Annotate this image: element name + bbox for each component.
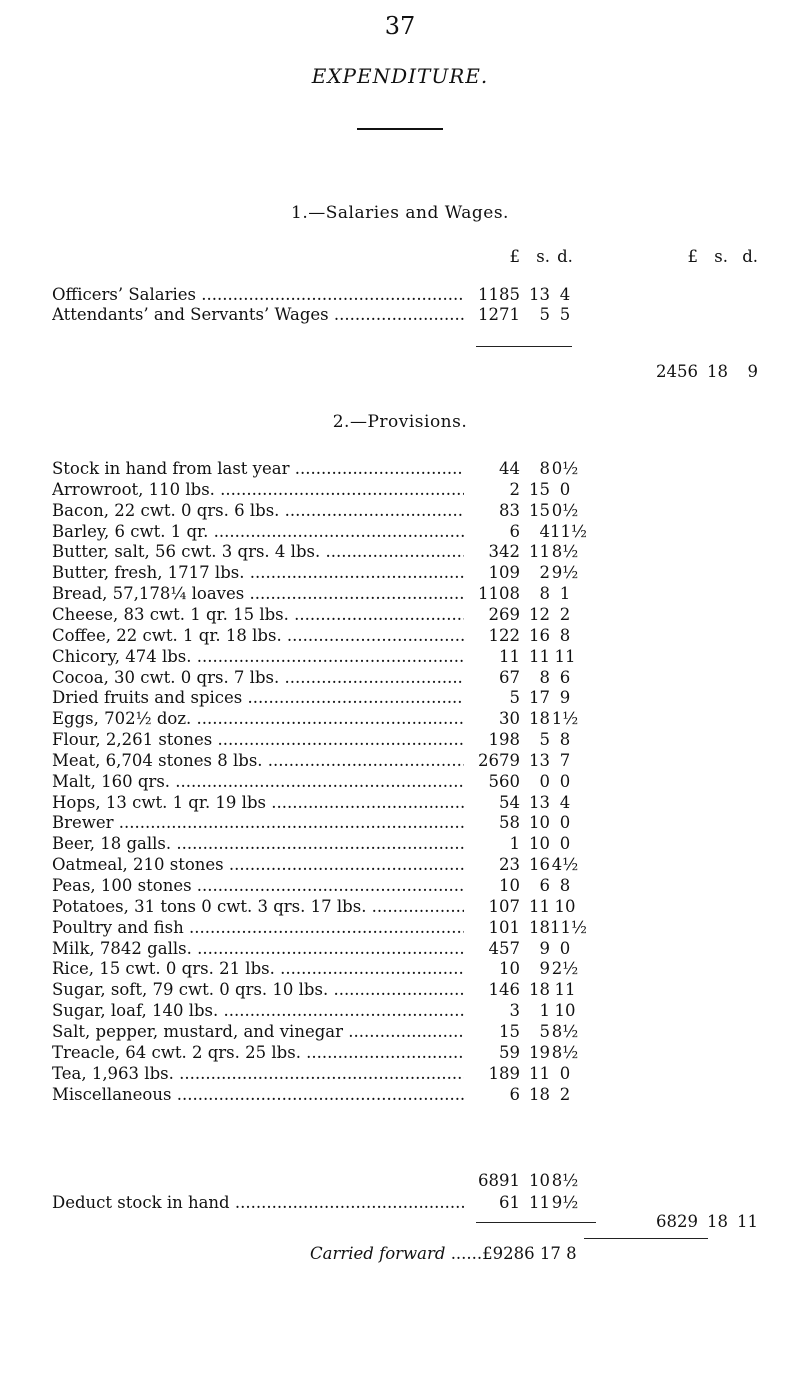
table-row — [52, 793, 800, 813]
row-pounds: 146 — [488, 980, 520, 1000]
row-label: Flour, 2,261 stones ..... — [52, 730, 464, 750]
carried-forward-label: Carried forward — [310, 1244, 446, 1263]
table-row — [52, 918, 800, 938]
row-pence: 1½ — [551, 709, 579, 729]
row-pence: 11 — [554, 980, 576, 1000]
table-row — [52, 939, 800, 959]
row-pounds: 23 — [499, 855, 520, 875]
table-row — [52, 668, 800, 688]
row-shillings: 11 — [529, 646, 550, 666]
row-pence: 9 — [559, 688, 571, 708]
row-shillings: 11 — [529, 896, 550, 916]
row-pounds: 2 — [509, 479, 520, 499]
row-shillings: 19 — [529, 1042, 550, 1062]
row-label: Cocoa, 30 cwt. 0 qrs. 7 lbs. ..... — [52, 668, 464, 688]
row-shillings: 11 — [529, 1063, 550, 1083]
row-pounds: 198 — [488, 730, 520, 750]
row-shillings: 4 — [539, 521, 550, 541]
table-row — [52, 285, 800, 305]
row-label: Stock in hand from last year ..... — [52, 459, 464, 479]
row-pounds: 44 — [499, 459, 520, 478]
row-pence: 11 — [554, 646, 576, 666]
row-pence: 0 — [559, 813, 571, 833]
subtotal-shillings: 10 — [529, 1171, 550, 1190]
row-shillings: 13 — [529, 750, 550, 770]
row-shillings: 12 — [529, 604, 550, 624]
table-row — [52, 1001, 800, 1021]
row-shillings: 10 — [529, 813, 550, 833]
carried-forward-dots: ...... — [450, 1244, 483, 1263]
row-pence: 8½ — [551, 542, 579, 562]
row-pence: 6 — [559, 667, 571, 687]
column-headers — [52, 247, 800, 267]
row-shillings: 18 — [529, 1084, 550, 1104]
row-shillings: 17 — [529, 688, 550, 708]
table-row — [52, 501, 800, 521]
row-shillings: 5 — [539, 305, 550, 324]
row-label: Bread, 57,178¼ loaves ..... — [52, 584, 464, 604]
row-pence: 4½ — [551, 855, 579, 875]
row-label: Attendants’ and Servants’ Wages ..... — [52, 305, 464, 325]
section1-total-shillings: 18 — [707, 362, 728, 381]
header-pence: d. — [557, 247, 573, 266]
row-pence: 11½ — [550, 521, 587, 541]
table-row — [52, 751, 800, 771]
row-shillings: 16 — [529, 625, 550, 645]
row-label: Barley, 6 cwt. 1 qr. ..... — [52, 522, 464, 542]
row-shillings: 1 — [539, 1001, 550, 1021]
table-row — [52, 855, 800, 875]
row-pounds: 30 — [499, 709, 520, 729]
table-row — [52, 542, 800, 562]
row-label: Brewer ..... — [52, 813, 464, 833]
row-shillings: 15 — [529, 500, 550, 520]
row-pounds: 3 — [509, 1001, 520, 1021]
table-row — [52, 834, 800, 854]
row-shillings: 8 — [539, 459, 550, 478]
row-label: Treacle, 64 cwt. 2 qrs. 25 lbs. ..... — [52, 1043, 464, 1063]
row-label: Hops, 13 cwt. 1 qr. 19 lbs ..... — [52, 793, 464, 813]
row-pence: 0 — [559, 771, 571, 791]
table-row — [52, 709, 800, 729]
row-shillings: 11 — [529, 542, 550, 562]
row-pounds: 457 — [488, 938, 520, 958]
row-pounds: 54 — [499, 792, 520, 812]
row-pence: 7 — [559, 750, 571, 770]
table-row — [52, 605, 800, 625]
row-shillings: 13 — [529, 285, 550, 304]
row-pence: 8½ — [551, 1021, 579, 1041]
row-shillings: 0 — [539, 771, 550, 791]
row-shillings: 13 — [529, 792, 550, 812]
row-label: Butter, salt, 56 cwt. 3 qrs. 4 lbs. ..... — [52, 542, 464, 562]
row-pence: 2 — [559, 604, 571, 624]
carried-forward-amount: £9286 17 8 — [482, 1244, 577, 1263]
row-pence: 0½ — [551, 459, 579, 478]
row-label: Dried fruits and spices ..... — [52, 688, 464, 708]
section1-total-pounds: 2456 — [656, 362, 698, 381]
row-label: Salt, pepper, mustard, and vinegar ..... — [52, 1022, 464, 1042]
row-pounds: 59 — [499, 1042, 520, 1062]
row-pence: 8½ — [551, 1042, 579, 1062]
subtotal-pounds: 6891 — [478, 1171, 520, 1190]
row-pounds: 83 — [499, 500, 520, 520]
deduct-label: Deduct stock in hand ..... — [52, 1193, 464, 1213]
row-shillings: 10 — [529, 834, 550, 854]
row-shillings: 5 — [539, 1021, 550, 1041]
row-label: Coffee, 22 cwt. 1 qr. 18 lbs. ..... — [52, 626, 464, 646]
table-row — [52, 647, 800, 667]
carried-forward-row — [310, 1244, 730, 1263]
carried-forward-rule — [584, 1238, 708, 1239]
row-pence: 0 — [559, 1063, 571, 1083]
row-shillings: 5 — [539, 730, 550, 750]
table-row — [52, 626, 800, 646]
row-label: Arrowroot, 110 lbs. ..... — [52, 480, 464, 500]
subtotal-pence: 8½ — [551, 1171, 579, 1190]
title-divider — [357, 128, 443, 130]
row-label: Beer, 18 galls. ..... — [52, 834, 464, 854]
provisions-subtotal-row — [52, 1171, 800, 1191]
row-label: Meat, 6,704 stones 8 lbs. ..... — [52, 751, 464, 771]
row-pounds: 342 — [488, 542, 520, 562]
table-row — [52, 563, 800, 583]
row-pounds: 107 — [488, 896, 520, 916]
row-pence: 4 — [559, 285, 571, 304]
row-label: Poultry and fish ..... — [52, 918, 464, 938]
row-label: Miscellaneous ..... — [52, 1085, 464, 1105]
row-label: Eggs, 702½ doz. ..... — [52, 709, 464, 729]
header-pounds: £ — [509, 247, 520, 266]
row-label: Potatoes, 31 tons 0 cwt. 3 qrs. 17 lbs. ..... — [52, 897, 464, 917]
header-total-shillings: s. — [714, 247, 728, 266]
row-pounds: 1271 — [478, 305, 520, 324]
table-row — [52, 897, 800, 917]
row-shillings: 18 — [529, 980, 550, 1000]
page-title: EXPENDITURE. — [311, 64, 489, 88]
table-row — [52, 959, 800, 979]
row-pence: 10 — [554, 896, 576, 916]
row-pounds: 2679 — [478, 750, 520, 770]
row-pounds: 560 — [488, 771, 520, 791]
row-pence: 2½ — [551, 959, 579, 979]
deduct-pence: 9½ — [551, 1193, 579, 1212]
provisions-total-row — [52, 1212, 800, 1232]
table-row — [52, 730, 800, 750]
row-pence: 4 — [559, 792, 571, 812]
table-row — [52, 876, 800, 896]
table-row — [52, 1043, 800, 1063]
row-shillings: 8 — [539, 584, 550, 604]
row-pence: 0 — [559, 938, 571, 958]
row-pence: 0 — [559, 834, 571, 854]
row-shillings: 2 — [539, 563, 550, 583]
table-row — [52, 305, 800, 325]
row-pounds: 1185 — [478, 285, 520, 304]
table-row — [52, 1022, 800, 1042]
table-row — [52, 480, 800, 500]
table-row — [52, 1064, 800, 1084]
table-row — [52, 584, 800, 604]
row-pence: 2 — [559, 1084, 571, 1104]
row-pence: 1 — [559, 584, 571, 604]
row-pounds: 189 — [488, 1063, 520, 1083]
table-row — [52, 772, 800, 792]
provisions-total-pence: 11 — [737, 1212, 758, 1231]
row-pence: 0 — [559, 479, 571, 499]
deduct-pounds: 61 — [499, 1193, 520, 1212]
row-shillings: 9 — [539, 938, 550, 958]
row-label: Butter, fresh, 1717 lbs. ..... — [52, 563, 464, 583]
row-shillings: 18 — [529, 917, 550, 937]
header-shillings: s. — [536, 247, 550, 266]
row-label: Sugar, loaf, 140 lbs. ..... — [52, 1001, 464, 1021]
row-pence: 9½ — [551, 563, 579, 583]
provisions-total-shillings: 18 — [707, 1212, 728, 1231]
row-label: Cheese, 83 cwt. 1 qr. 15 lbs. ..... — [52, 605, 464, 625]
row-shillings: 8 — [539, 667, 550, 687]
page-number: 37 — [384, 12, 416, 40]
header-total-pence: d. — [742, 247, 758, 266]
row-pounds: 67 — [499, 667, 520, 687]
row-pounds: 122 — [488, 625, 520, 645]
row-label: Officers’ Salaries ..... — [52, 285, 464, 305]
row-pounds: 10 — [499, 876, 520, 895]
row-pence: 8 — [559, 730, 571, 750]
row-label: Peas, 100 stones ..... — [52, 876, 464, 896]
section1-total-row — [52, 362, 800, 382]
row-label: Bacon, 22 cwt. 0 qrs. 6 lbs. ..... — [52, 501, 464, 521]
row-pounds: 15 — [499, 1021, 520, 1041]
row-pence: 8 — [559, 876, 571, 895]
row-pounds: 58 — [499, 813, 520, 833]
row-pence: 11½ — [550, 917, 587, 937]
row-label: Tea, 1,963 lbs. ..... — [52, 1064, 464, 1084]
row-pence: 10 — [554, 1001, 576, 1021]
table-row — [52, 1085, 800, 1105]
row-pounds: 101 — [488, 917, 520, 937]
row-pounds: 6 — [509, 1084, 520, 1104]
row-shillings: 9 — [539, 959, 550, 979]
row-pence: 8 — [559, 625, 571, 645]
section1-total-pence: 9 — [747, 362, 758, 381]
row-pounds: 10 — [499, 959, 520, 979]
row-pounds: 1 — [509, 834, 520, 854]
row-shillings: 15 — [529, 479, 550, 499]
row-pounds: 6 — [509, 521, 520, 541]
table-row — [52, 980, 800, 1000]
table-row — [52, 459, 800, 479]
section-heading-salaries: 1.—Salaries and Wages. — [291, 203, 509, 223]
table-row — [52, 688, 800, 708]
row-pounds: 11 — [499, 646, 520, 666]
provisions-total-pounds: 6829 — [656, 1212, 698, 1231]
header-total-pounds: £ — [687, 247, 698, 266]
row-shillings: 18 — [529, 709, 550, 729]
row-pounds: 109 — [488, 563, 520, 583]
row-pounds: 269 — [488, 604, 520, 624]
row-label: Oatmeal, 210 stones ..... — [52, 855, 464, 875]
row-label: Malt, 160 qrs. ..... — [52, 772, 464, 792]
row-pence: 5 — [559, 305, 571, 324]
row-label: Milk, 7842 galls. ..... — [52, 939, 464, 959]
section-heading-provisions: 2.—Provisions. — [332, 412, 468, 432]
row-label: Sugar, soft, 79 cwt. 0 qrs. 10 lbs. ..... — [52, 980, 464, 1000]
deduct-shillings: 11 — [529, 1193, 550, 1212]
table-row — [52, 813, 800, 833]
deduct-row — [52, 1193, 800, 1213]
row-pounds: 5 — [509, 688, 520, 708]
row-label: Chicory, 474 lbs. ..... — [52, 647, 464, 667]
row-pence: 0½ — [551, 500, 579, 520]
row-pounds: 1108 — [478, 584, 520, 604]
section1-sum-rule — [476, 346, 572, 347]
row-label: Rice, 15 cwt. 0 qrs. 21 lbs. ..... — [52, 959, 464, 979]
row-shillings: 16 — [529, 855, 550, 875]
row-shillings: 6 — [539, 876, 550, 895]
table-row — [52, 522, 800, 542]
